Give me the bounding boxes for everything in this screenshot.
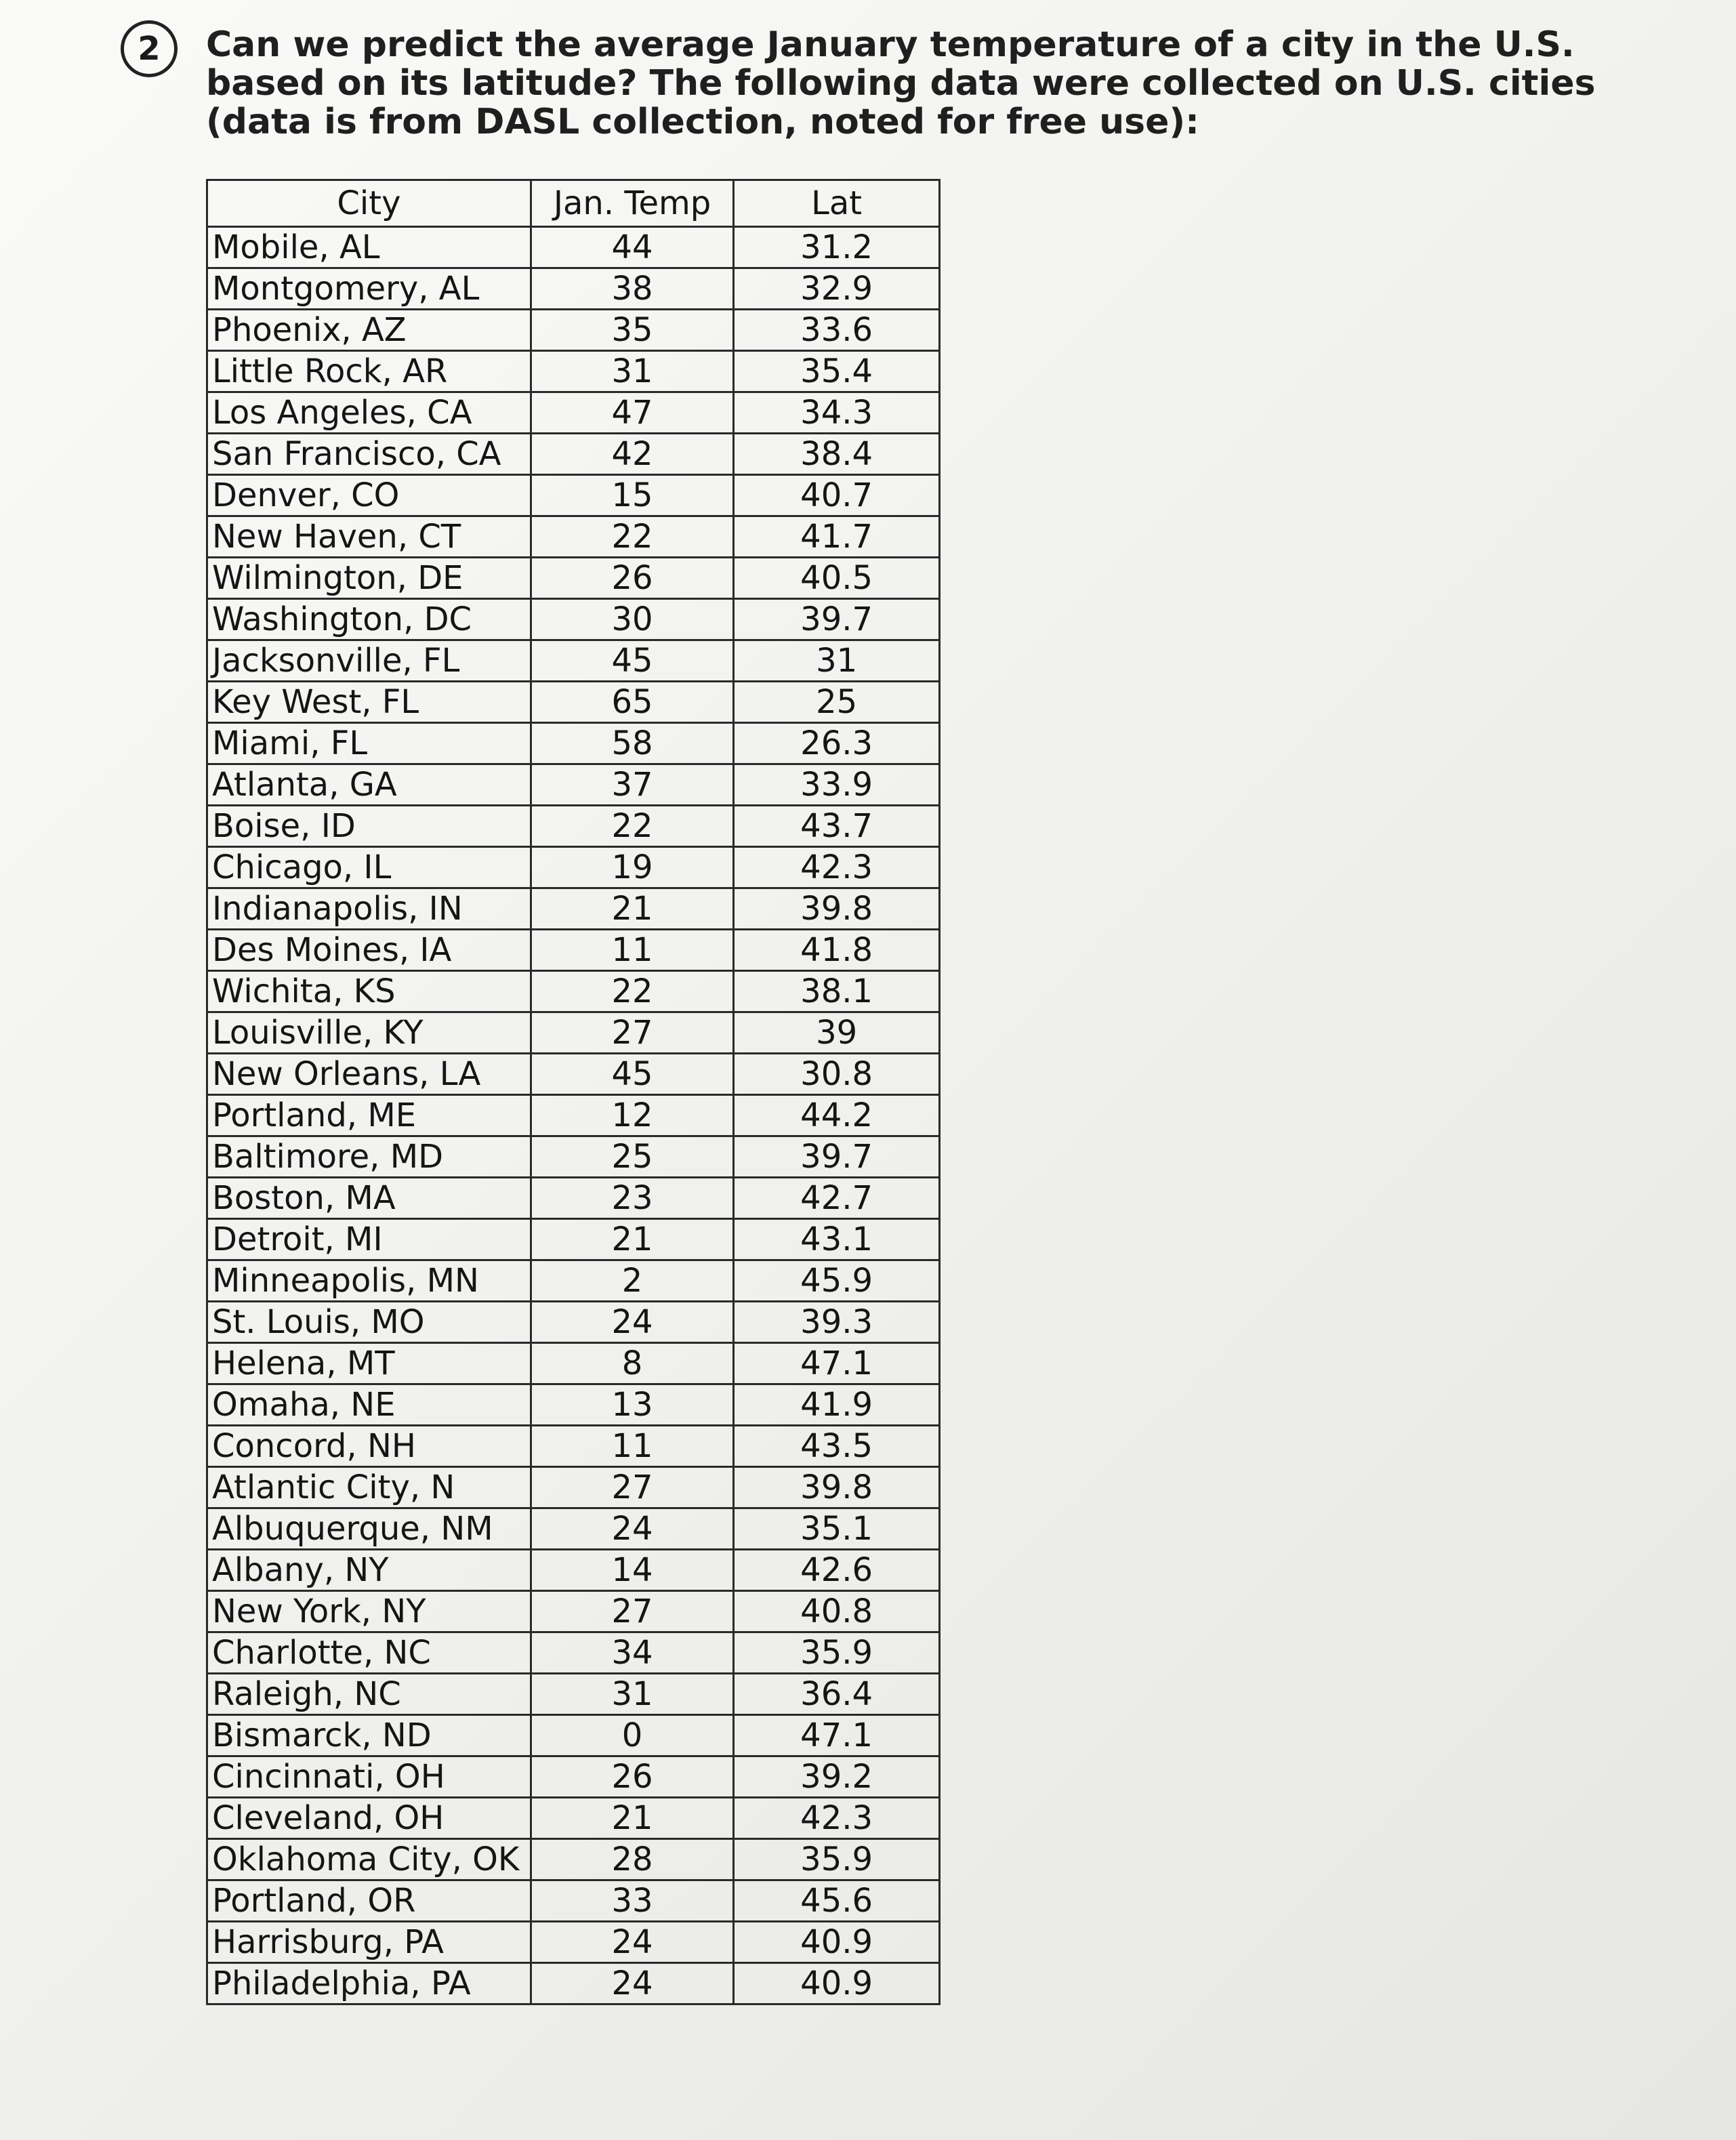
table-row	[207, 971, 940, 1012]
cell-lat: 25	[734, 682, 940, 723]
cell-city: Denver, CO	[207, 475, 531, 516]
cell-lat: 42.3	[734, 847, 940, 888]
table-row	[207, 1136, 940, 1178]
cell-lat: 35.9	[734, 1839, 940, 1880]
cell-city: Mobile, AL	[207, 227, 531, 268]
cell-jan-temp: 33	[531, 1880, 733, 1922]
cell-jan-temp: 45	[531, 640, 733, 682]
cell-city: New Orleans, LA	[207, 1054, 531, 1095]
cell-city: Bismarck, ND	[207, 1715, 531, 1756]
cell-city: Miami, FL	[207, 723, 531, 764]
table-row	[207, 227, 940, 268]
table-row	[207, 723, 940, 764]
cell-lat: 36.4	[734, 1674, 940, 1715]
cell-city: Atlantic City, N	[207, 1467, 531, 1508]
table-row	[207, 640, 940, 682]
cell-lat: 33.6	[734, 310, 940, 351]
cell-city: Phoenix, AZ	[207, 310, 531, 351]
cell-jan-temp: 25	[531, 1136, 733, 1178]
cell-city: Boston, MA	[207, 1178, 531, 1219]
cell-jan-temp: 24	[531, 1963, 733, 2004]
cell-jan-temp: 26	[531, 558, 733, 599]
table-header-row	[207, 180, 940, 227]
cell-jan-temp: 28	[531, 1839, 733, 1880]
cell-lat: 38.1	[734, 971, 940, 1012]
cell-jan-temp: 44	[531, 227, 733, 268]
cell-city: Harrisburg, PA	[207, 1922, 531, 1963]
table-row	[207, 310, 940, 351]
cell-lat: 31.2	[734, 227, 940, 268]
table-row	[207, 475, 940, 516]
cell-city: Charlotte, NC	[207, 1632, 531, 1674]
cell-jan-temp: 38	[531, 268, 733, 310]
cell-jan-temp: 2	[531, 1260, 733, 1302]
cell-city: Minneapolis, MN	[207, 1260, 531, 1302]
cell-jan-temp: 27	[531, 1591, 733, 1632]
cell-city: Portland, ME	[207, 1095, 531, 1136]
cell-city: Louisville, KY	[207, 1012, 531, 1054]
table-row	[207, 392, 940, 434]
cell-jan-temp: 24	[531, 1922, 733, 1963]
table-row	[207, 1178, 940, 1219]
cell-lat: 41.9	[734, 1384, 940, 1426]
cell-city: Omaha, NE	[207, 1384, 531, 1426]
cell-lat: 47.1	[734, 1715, 940, 1756]
cell-jan-temp: 8	[531, 1343, 733, 1384]
cell-lat: 39.7	[734, 1136, 940, 1178]
cell-jan-temp: 30	[531, 599, 733, 640]
cell-city: Albuquerque, NM	[207, 1508, 531, 1550]
cell-city: Albany, NY	[207, 1550, 531, 1591]
cell-jan-temp: 24	[531, 1302, 733, 1343]
cell-city: Boise, ID	[207, 806, 531, 847]
cell-lat: 43.5	[734, 1426, 940, 1467]
table-row	[207, 682, 940, 723]
cell-lat: 35.9	[734, 1632, 940, 1674]
cell-lat: 40.5	[734, 558, 940, 599]
table-row	[207, 1756, 940, 1798]
cell-jan-temp: 22	[531, 806, 733, 847]
cell-jan-temp: 34	[531, 1632, 733, 1674]
cell-lat: 47.1	[734, 1343, 940, 1384]
cell-jan-temp: 22	[531, 516, 733, 558]
table-row	[207, 1550, 940, 1591]
cell-city: Helena, MT	[207, 1343, 531, 1384]
cell-city: Baltimore, MD	[207, 1136, 531, 1178]
cell-jan-temp: 11	[531, 1426, 733, 1467]
table-row	[207, 268, 940, 310]
cell-city: Key West, FL	[207, 682, 531, 723]
table-row	[207, 806, 940, 847]
table-row	[207, 1922, 940, 1963]
table-row	[207, 1260, 940, 1302]
table-row	[207, 930, 940, 971]
cell-jan-temp: 22	[531, 971, 733, 1012]
cell-jan-temp: 13	[531, 1384, 733, 1426]
cell-jan-temp: 14	[531, 1550, 733, 1591]
table-row	[207, 1508, 940, 1550]
cell-city: Concord, NH	[207, 1426, 531, 1467]
header-city: City	[207, 180, 531, 227]
cell-jan-temp: 27	[531, 1467, 733, 1508]
cell-jan-temp: 35	[531, 310, 733, 351]
table-row	[207, 1715, 940, 1756]
cell-jan-temp: 15	[531, 475, 733, 516]
cell-jan-temp: 45	[531, 1054, 733, 1095]
header-lat: Lat	[734, 180, 940, 227]
cell-city: Wilmington, DE	[207, 558, 531, 599]
table-row	[207, 599, 940, 640]
table-row	[207, 1591, 940, 1632]
cell-lat: 45.9	[734, 1260, 940, 1302]
cell-city: Raleigh, NC	[207, 1674, 531, 1715]
question-text: Can we predict the average January temperature of a city in the U.S. based on its latitude? The following data were collected on U.S. cities (data is from DASL collection, noted for free use):	[206, 24, 1596, 142]
cell-city: Montgomery, AL	[207, 268, 531, 310]
cell-lat: 39.8	[734, 888, 940, 930]
table-row	[207, 351, 940, 392]
cell-lat: 34.3	[734, 392, 940, 434]
cell-lat: 40.8	[734, 1591, 940, 1632]
cell-lat: 42.6	[734, 1550, 940, 1591]
cell-city: Oklahoma City, OK	[207, 1839, 531, 1880]
table-row	[207, 1219, 940, 1260]
cell-city: Cleveland, OH	[207, 1798, 531, 1839]
cell-lat: 30.8	[734, 1054, 940, 1095]
cell-jan-temp: 12	[531, 1095, 733, 1136]
table-row	[207, 1467, 940, 1508]
cell-city: Detroit, MI	[207, 1219, 531, 1260]
cell-lat: 35.1	[734, 1508, 940, 1550]
table-row	[207, 1674, 940, 1715]
cell-lat: 40.9	[734, 1963, 940, 2004]
cell-lat: 44.2	[734, 1095, 940, 1136]
cell-city: San Francisco, CA	[207, 434, 531, 475]
cell-lat: 42.3	[734, 1798, 940, 1839]
cell-jan-temp: 31	[531, 351, 733, 392]
table-row	[207, 1880, 940, 1922]
table-row	[207, 1095, 940, 1136]
cell-lat: 39.2	[734, 1756, 940, 1798]
cell-city: New York, NY	[207, 1591, 531, 1632]
cell-jan-temp: 31	[531, 1674, 733, 1715]
cell-lat: 31	[734, 640, 940, 682]
table-row	[207, 1798, 940, 1839]
cell-jan-temp: 26	[531, 1756, 733, 1798]
cell-lat: 39.3	[734, 1302, 940, 1343]
cell-city: Washington, DC	[207, 599, 531, 640]
cell-jan-temp: 37	[531, 764, 733, 806]
table-row	[207, 558, 940, 599]
cell-city: Philadelphia, PA	[207, 1963, 531, 2004]
cell-jan-temp: 23	[531, 1178, 733, 1219]
table-row	[207, 1343, 940, 1384]
cell-city: Wichita, KS	[207, 971, 531, 1012]
cell-jan-temp: 24	[531, 1508, 733, 1550]
question-number: 2	[138, 30, 161, 68]
question-number-circle	[121, 20, 178, 77]
cell-city: Cincinnati, OH	[207, 1756, 531, 1798]
table-row	[207, 516, 940, 558]
cell-lat: 33.9	[734, 764, 940, 806]
table-row	[207, 1632, 940, 1674]
cell-jan-temp: 42	[531, 434, 733, 475]
table-row	[207, 1302, 940, 1343]
cell-lat: 40.7	[734, 475, 940, 516]
table-row	[207, 847, 940, 888]
cell-lat: 32.9	[734, 268, 940, 310]
cell-jan-temp: 11	[531, 930, 733, 971]
cell-jan-temp: 21	[531, 1219, 733, 1260]
table-row	[207, 1963, 940, 2004]
cell-jan-temp: 0	[531, 1715, 733, 1756]
table-row	[207, 1384, 940, 1426]
cell-jan-temp: 21	[531, 1798, 733, 1839]
cell-city: Little Rock, AR	[207, 351, 531, 392]
cell-jan-temp: 58	[531, 723, 733, 764]
cell-city: New Haven, CT	[207, 516, 531, 558]
header-jan-temp: Jan. Temp	[531, 180, 733, 227]
table-row	[207, 434, 940, 475]
cell-lat: 43.7	[734, 806, 940, 847]
cell-jan-temp: 47	[531, 392, 733, 434]
table-row	[207, 1839, 940, 1880]
cell-lat: 26.3	[734, 723, 940, 764]
cell-lat: 45.6	[734, 1880, 940, 1922]
table-row	[207, 1426, 940, 1467]
table-row	[207, 764, 940, 806]
cell-lat: 39.8	[734, 1467, 940, 1508]
cell-city: Portland, OR	[207, 1880, 531, 1922]
cell-lat: 35.4	[734, 351, 940, 392]
cell-lat: 43.1	[734, 1219, 940, 1260]
city-temperature-table	[206, 179, 941, 2005]
cell-lat: 41.8	[734, 930, 940, 971]
table-row	[207, 888, 940, 930]
cell-city: Atlanta, GA	[207, 764, 531, 806]
cell-city: Des Moines, IA	[207, 930, 531, 971]
cell-lat: 39	[734, 1012, 940, 1054]
cell-city: Chicago, IL	[207, 847, 531, 888]
cell-lat: 40.9	[734, 1922, 940, 1963]
cell-lat: 38.4	[734, 434, 940, 475]
cell-jan-temp: 27	[531, 1012, 733, 1054]
cell-lat: 41.7	[734, 516, 940, 558]
cell-city: Jacksonville, FL	[207, 640, 531, 682]
cell-city: St. Louis, MO	[207, 1302, 531, 1343]
cell-city: Indianapolis, IN	[207, 888, 531, 930]
table-body	[207, 227, 940, 2004]
cell-jan-temp: 21	[531, 888, 733, 930]
cell-city: Los Angeles, CA	[207, 392, 531, 434]
cell-jan-temp: 19	[531, 847, 733, 888]
table-row	[207, 1054, 940, 1095]
cell-lat: 39.7	[734, 599, 940, 640]
cell-jan-temp: 65	[531, 682, 733, 723]
table-row	[207, 1012, 940, 1054]
cell-lat: 42.7	[734, 1178, 940, 1219]
